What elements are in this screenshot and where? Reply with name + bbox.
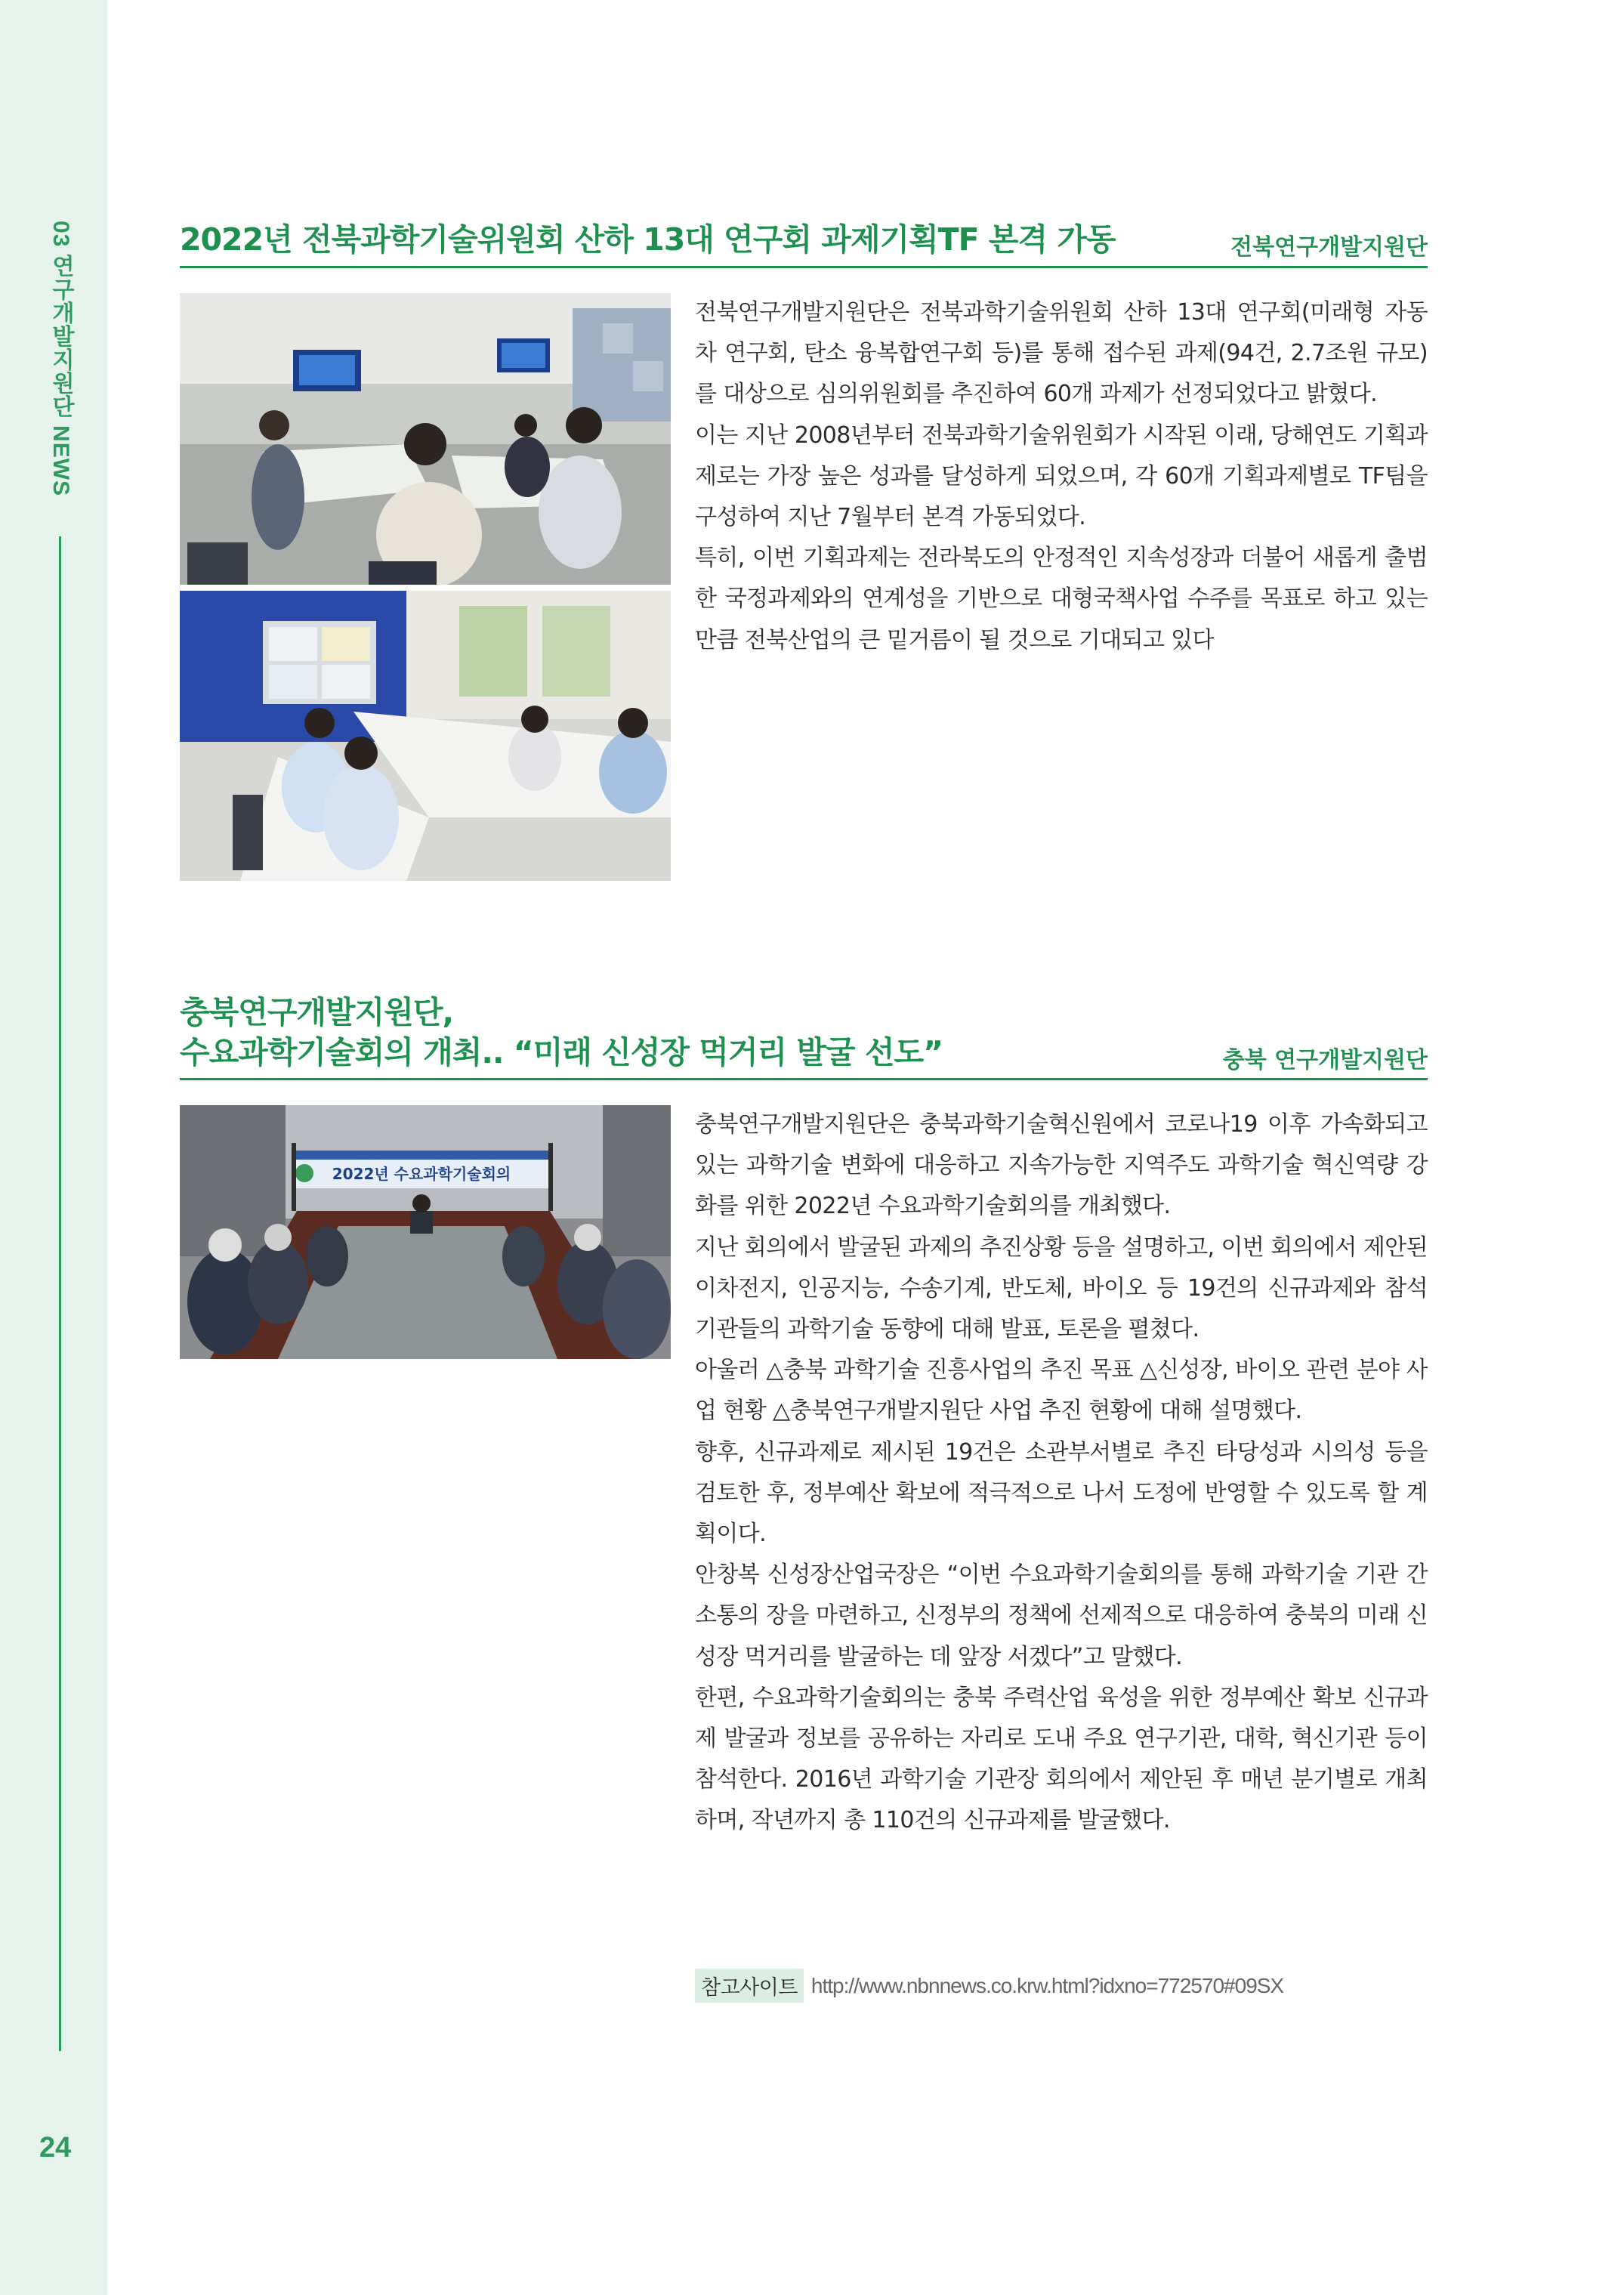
- section-label: 03 연구개발지원단 NEWS: [48, 221, 73, 497]
- article1-paragraph: 특히, 이번 기획과제는 전라북도의 안정적인 지속성장과 더불어 새롭게 출범한 국정과제와의 연계성을 기반으로 대형국책사업 수주를 목표로 하고 있는 만큼 전북산업의 큰 밑거름이 될 것으로 기대되고 있다: [695, 545, 1428, 653]
- article1-paragraph: 이는 지난 2008년부터 전북과학기술위원회가 시작된 이래, 당해연도 기획과제로는 가장 높은 성과를 달성하게 되었으며, 각 60개 기획과제별로 TF팀을 구성하여 지난 7월부터 본격 가동되었다.: [695, 422, 1428, 531]
- article1-title: 2022년 전북과학기술위원회 산하 13대 연구회 과제기획TF 본격 가동: [180, 221, 1116, 258]
- article1-divider: [180, 266, 1428, 268]
- article1-photo-meeting-room: [180, 293, 671, 585]
- article1-paragraph: 전북연구개발지원단은 전북과학기술위원회 산하 13대 연구회(미래형 자동차 연구회, 탄소 융복합연구회 등)를 통해 접수된 과제(94건, 2.7조원 규모)를 대상으로 심의위원회를 추진하여 60개 과제가 선정되었다고 밝혔다.: [695, 299, 1428, 408]
- article2-photo-conference: [180, 1105, 671, 1359]
- page-number: 24: [39, 2132, 72, 2164]
- article2-paragraph: 향후, 신규과제로 제시된 19건은 소관부서별로 추진 타당성과 시의성 등을 검토한 후, 정부예산 확보에 적극적으로 나서 도정에 반영할 수 있도록 할 계획이다.: [695, 1438, 1428, 1548]
- article2-source: 충북 연구개발지원단: [1222, 1047, 1428, 1073]
- article2-divider: [180, 1078, 1428, 1080]
- article2-title-line2: 수요과학기술회의 개최.. “미래 신성장 먹거리 발굴 선도”: [180, 1034, 943, 1070]
- article2-title-line1: 충북연구개발지원단,: [180, 994, 454, 1030]
- left-sidebar: [0, 0, 107, 2295]
- article1-source: 전북연구개발지원단: [1230, 234, 1428, 261]
- reference-url-link[interactable]: http://www.nbnnews.co.krw.html?idxno=772570#09SX: [810, 1973, 1284, 1997]
- banner-text: 2022년 수요과학기술회의: [332, 1165, 511, 1183]
- article2-paragraph: 한편, 수요과학기술회의는 충북 주력산업 육성을 위한 정부예산 확보 신규과제 발굴과 정보를 공유하는 자리로 도내 주요 연구기관, 대학, 혁신기관 등이 참석한다. 2016년 과학기술 기관장 회의에서 제안된 후 매년 분기별로 개최하며, 작년까지 총 110건의 신규과제를 발굴했다.: [695, 1684, 1428, 1834]
- article1-body: [695, 292, 1428, 661]
- article2-paragraph: 아울러 △충북 과학기술 진흥사업의 추진 목표 △신성장, 바이오 관련 분야 사업 현황 △충북연구개발지원단 사업 추진 현황에 대해 설명했다.: [695, 1357, 1428, 1425]
- reference-label: 참고사이트: [695, 1969, 804, 2003]
- article1-photo-conference-table: [180, 591, 671, 881]
- article2-body: [695, 1104, 1428, 1842]
- article2-paragraph: 지난 회의에서 발굴된 과제의 추진상황 등을 설명하고, 이번 회의에서 제안된 이차전지, 인공지능, 수송기계, 반도체, 바이오 등 19건의 신규과제와 참석 기관들의 과학기술 동향에 대해 발표, 토론을 펼쳤다.: [695, 1234, 1428, 1343]
- article2-paragraph: 충북연구개발지원단은 충북과학기술혁신원에서 코로나19 이후 가속화되고 있는 과학기술 변화에 대응하고 지속가능한 지역주도 과학기술 혁신역량 강화를 위한 2022년 수요과학기술회의를 개최했다.: [695, 1111, 1428, 1220]
- sidebar-divider: [59, 536, 61, 2051]
- reference-line: [695, 1969, 1283, 2003]
- article2-paragraph: 안창복 신성장산업국장은 “이번 수요과학기술회의를 통해 과학기술 기관 간 소통의 장을 마련하고, 신정부의 정책에 선제적으로 대응하여 충북의 미래 신성장 먹거리를 발굴하는 데 앞장 서겠다”고 말했다.: [695, 1561, 1428, 1670]
